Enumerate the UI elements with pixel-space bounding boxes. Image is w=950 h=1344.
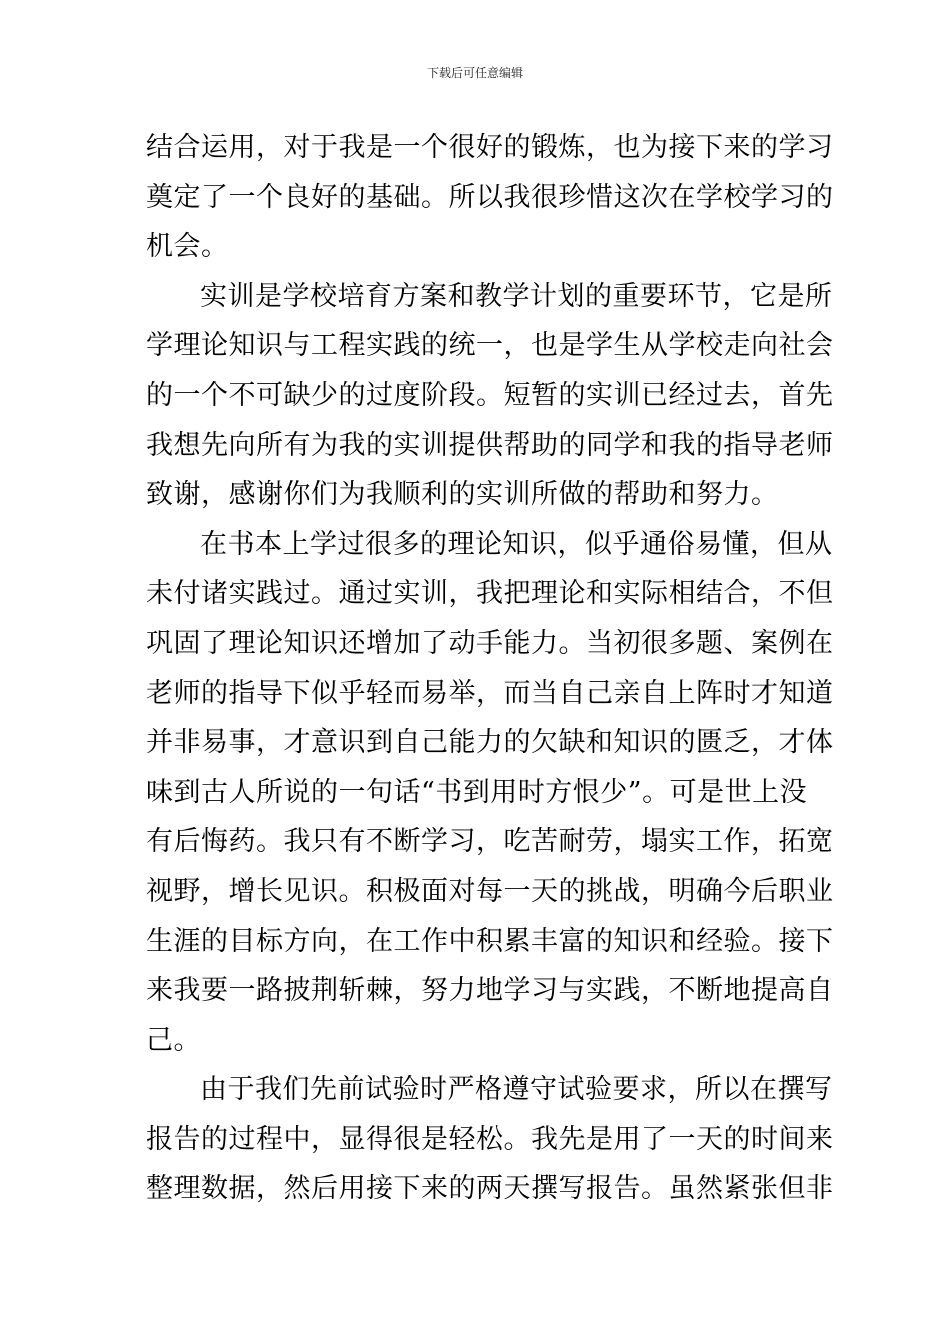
text-line: 整理数据，然后用接下来的两天撰写报告。虽然紧张但非	[146, 1173, 834, 1205]
text-line: 结合运用，对于我是一个很好的锻炼，也为接下来的学习	[146, 132, 834, 163]
text-line: 报告的过程中，显得很是轻松。我先是用了一天的时间来	[146, 1123, 834, 1155]
text-line: 的一个不可缺少的过度阶段。短暂的实训已经过去，首先	[146, 379, 834, 411]
text-line: 在书本上学过很多的理论知识，似乎通俗易懂，但从	[200, 528, 833, 560]
text-line: 来我要一路披荆斩棘，努力地学习与实践，不断地提高自	[146, 975, 834, 1007]
text-line: 未付诸实践过。通过实训，我把理论和实际相结合，不但	[146, 578, 834, 610]
text-line: 致谢，感谢你们为我顺利的实训所做的帮助和努力。	[146, 479, 779, 511]
paragraph-4	[146, 1065, 834, 1214]
paragraph-3	[146, 520, 834, 1066]
text-line: 奠定了一个良好的基础。所以我很珍惜这次在学校学习的	[146, 181, 834, 213]
text-line: 我想先向所有为我的实训提供帮助的同学和我的指导老师	[146, 429, 834, 461]
text-line: 巩固了理论知识还增加了动手能力。当初很多题、案例在	[146, 627, 834, 659]
page-header: 下载后可任意编辑	[426, 66, 523, 80]
text-line: 学理论知识与工程实践的统一，也是学生从学校走向社会	[146, 330, 834, 362]
text-line: 味到古人所说的一句话“书到用时方恨少”。可是世上没	[146, 776, 808, 808]
text-line: 机会。	[146, 231, 229, 263]
paragraph-1	[146, 123, 834, 272]
text-line: 己。	[146, 1024, 201, 1056]
text-line: 视野，增长见识。积极面对每一天的挑战，明确今后职业	[146, 875, 834, 907]
text-line: 生涯的目标方向，在工作中积累丰富的知识和经验。接下	[146, 925, 834, 957]
paragraph-2	[146, 272, 834, 520]
text-line: 由于我们先前试验时严格遵守试验要求，所以在撰写	[200, 1074, 833, 1106]
text-line: 有后悔药。我只有不断学习，吃苦耐劳，塌实工作，拓宽	[146, 826, 834, 858]
text-line: 老师的指导下似乎轻而易举，而当自己亲自上阵时才知道	[146, 677, 834, 709]
text-line: 实训是学校培育方案和教学计划的重要环节，它是所	[200, 280, 833, 312]
document-body	[146, 123, 834, 1214]
text-line: 并非易事，才意识到自己能力的欠缺和知识的匮乏，才体	[146, 727, 834, 759]
